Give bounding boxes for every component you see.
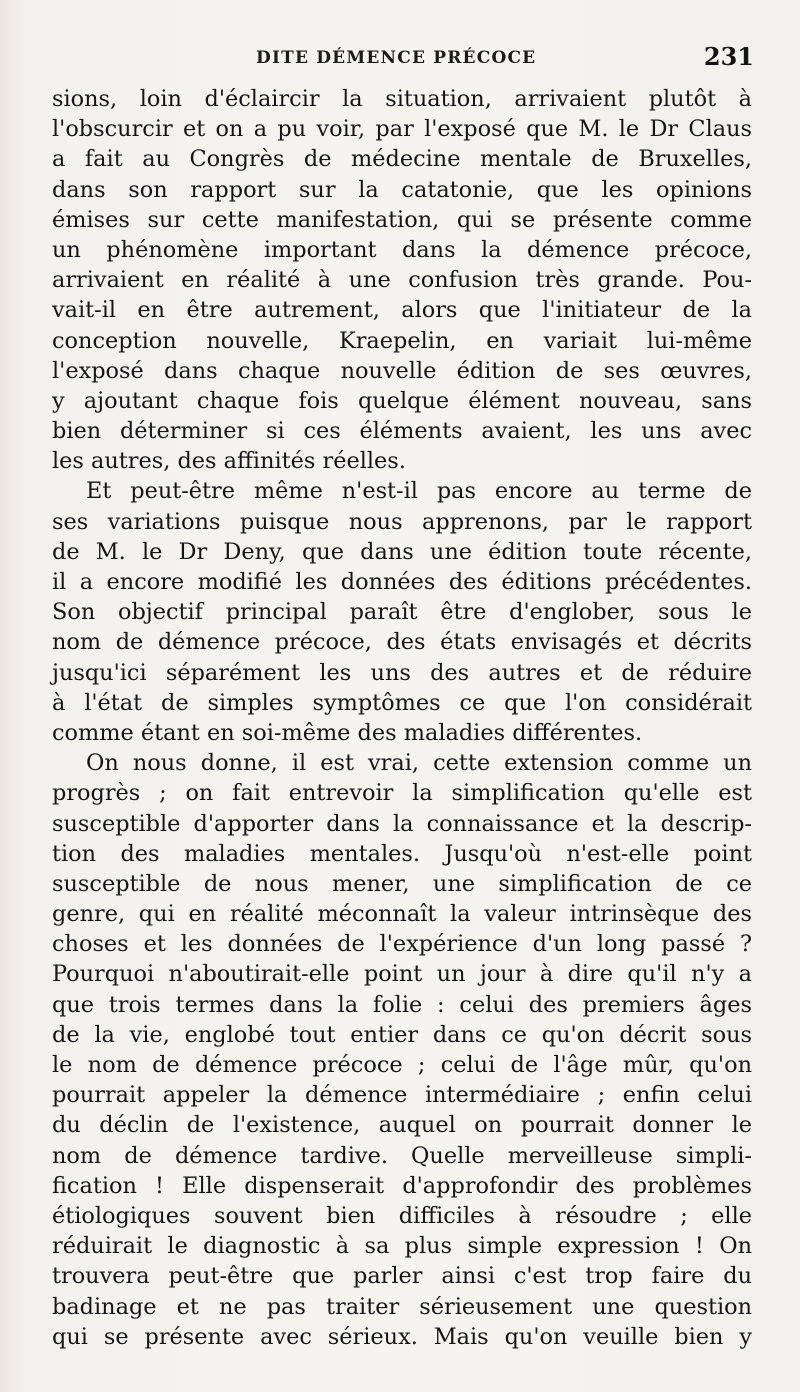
text-line: étiologiques souvent bien difficiles à résoudre ; elle [52, 1202, 752, 1229]
text-line: qui se présente avec sérieux. Mais qu'on veuille bien y [52, 1323, 752, 1350]
text-line: pourrait appeler la démence intermédiaire ; enfin celui [52, 1082, 752, 1109]
text-line: Pourquoi n'aboutirait-elle point un jour à dire qu'il n'y a [52, 961, 752, 988]
text-line: genre, qui en réalité méconnaît la valeur intrinsèque des [52, 901, 752, 928]
text-line: dans son rapport sur la catatonie, que les opinions [52, 176, 752, 203]
text-line: susceptible d'apporter dans la connaissance et la descrip- [52, 810, 752, 837]
text-line: On nous donne, il est vrai, cette extension comme un [86, 750, 752, 777]
text-line: tion des maladies mentales. Jusqu'où n'est-elle point [52, 840, 752, 867]
paragraph [52, 748, 752, 1352]
text-line: jusqu'ici séparément les uns des autres et de réduire [52, 659, 752, 686]
text-line: les autres, des affinités réelles. [52, 448, 406, 475]
running-title: DITE DÉMENCE PRÉCOCE [256, 48, 537, 68]
text-line: du déclin de l'existence, auquel on pourrait donner le [52, 1112, 752, 1139]
page-number: 231 [703, 42, 754, 71]
text-line: réduirait le diagnostic à sa plus simple expression ! On [52, 1233, 752, 1260]
text-line: un phénomène important dans la démence précoce, [52, 236, 752, 263]
text-line: de M. le Dr Deny, que dans une édition toute récente, [52, 538, 752, 565]
text-line: il a encore modifié les données des éditions précédentes. [52, 569, 752, 595]
text-line: ses variations puisque nous apprenons, par le rapport [52, 508, 752, 535]
text-line: y ajoutant chaque fois quelque élément nouveau, sans [52, 387, 752, 414]
text-line: que trois termes dans la folie : celui des premiers âges [52, 991, 752, 1018]
body-text [52, 84, 752, 1352]
page-header [56, 40, 754, 80]
text-line: badinage et ne pas traiter sérieusement une question [52, 1293, 752, 1320]
text-line: l'exposé dans chaque nouvelle édition de ses œuvres, [52, 357, 752, 384]
text-line: susceptible de nous mener, une simplification de ce [52, 870, 752, 897]
text-line: vait-il en être autrement, alors que l'initiateur de la [52, 297, 752, 324]
text-line: Son objectif principal paraît être d'englober, sous le [52, 599, 752, 626]
text-line: le nom de démence précoce ; celui de l'âge mûr, qu'on [52, 1052, 752, 1078]
text-line: a fait au Congrès de médecine mentale de Bruxelles, [52, 146, 752, 173]
text-line: trouvera peut-être que parler ainsi c'est trop faire du [52, 1263, 752, 1290]
text-line: à l'état de simples symptômes ce que l'on considérait [52, 689, 752, 716]
text-line: arrivaient en réalité à une confusion très grande. Pou- [52, 267, 752, 294]
text-line: bien déterminer si ces éléments avaient, les uns avec [52, 418, 752, 445]
paragraph [52, 84, 752, 476]
paragraph [52, 476, 752, 748]
text-line: choses et les données de l'expérience d'un long passé ? [52, 931, 752, 958]
text-line: nom de démence tardive. Quelle merveilleuse simpli- [52, 1142, 752, 1169]
text-line: comme étant en soi-même des maladies différentes. [52, 719, 643, 746]
text-line: sions, loin d'éclaircir la situation, arrivaient plutôt à [52, 86, 752, 112]
text-line: nom de démence précoce, des états envisagés et décrits [52, 629, 752, 656]
text-line: émises sur cette manifestation, qui se présente comme [52, 206, 752, 233]
text-line: fication ! Elle dispenserait d'approfondir des problèmes [52, 1172, 752, 1199]
text-line: Et peut-être même n'est-il pas encore au terme de [86, 478, 752, 505]
text-line: de la vie, englobé tout entier dans ce qu'on décrit sous [52, 1021, 752, 1048]
text-line: progrès ; on fait entrevoir la simplification qu'elle est [52, 780, 752, 807]
text-line: conception nouvelle, Kraepelin, en variait lui-même [52, 327, 752, 354]
text-line: l'obscurcir et on a pu voir, par l'exposé que M. le Dr Claus [52, 116, 752, 143]
